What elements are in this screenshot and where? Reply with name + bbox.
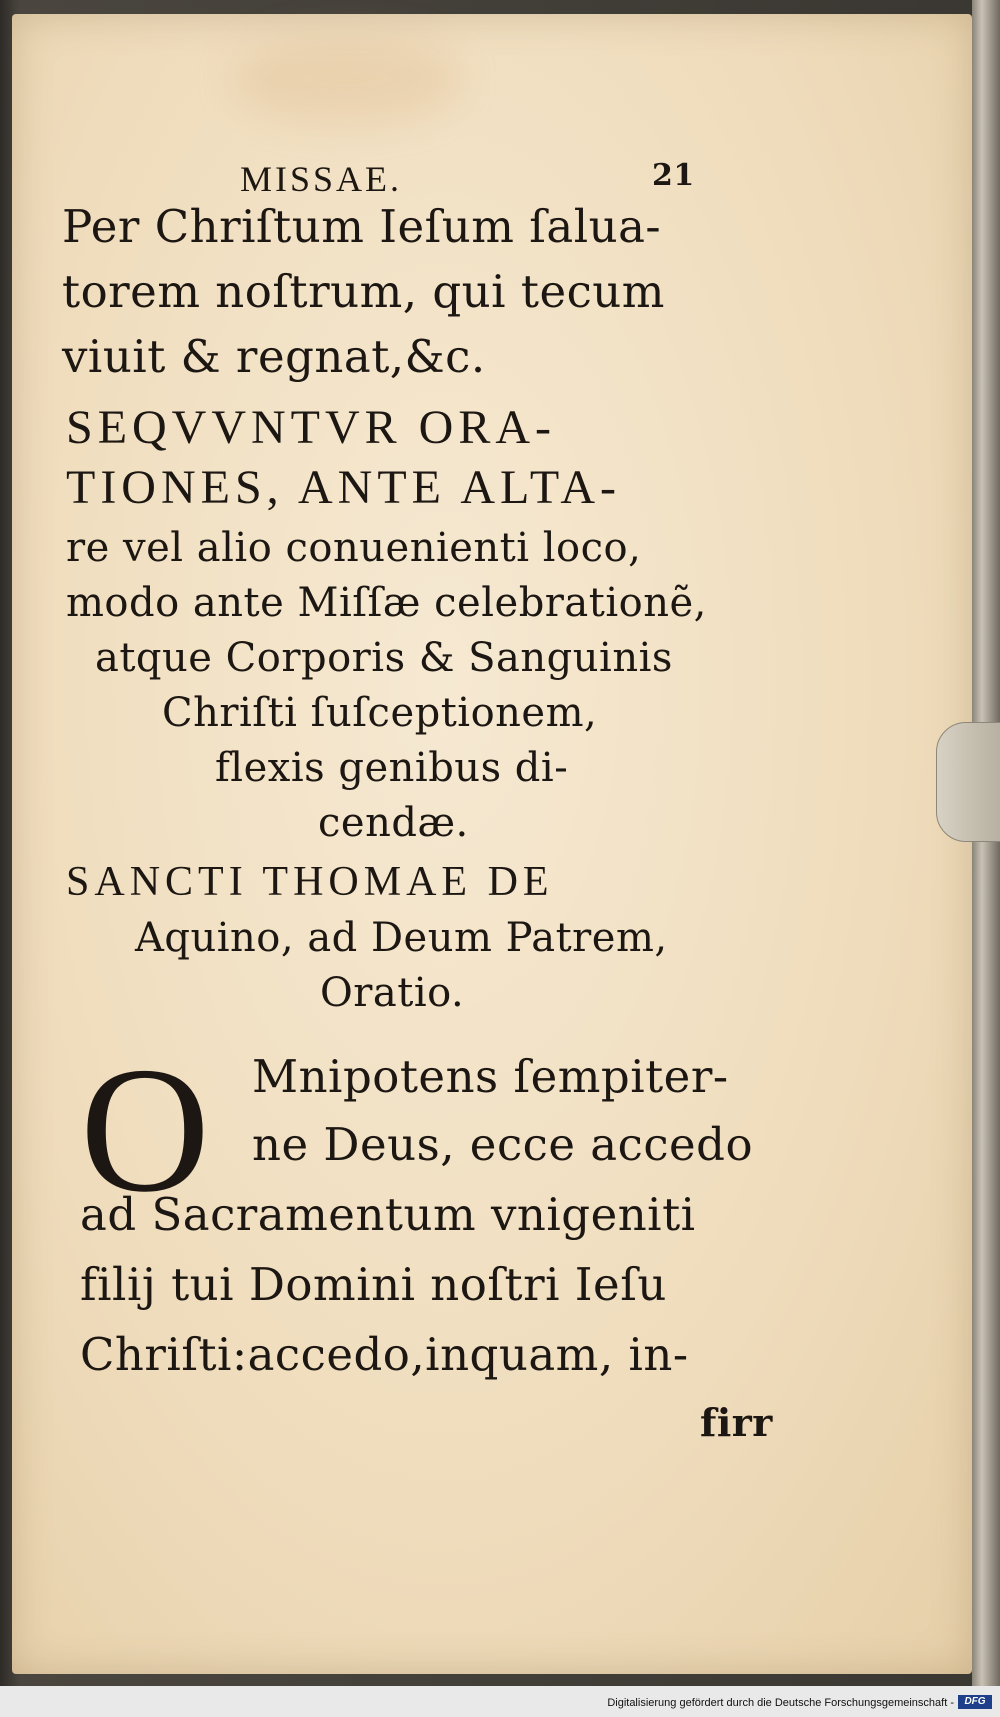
- rubric-line-5: flexis genibus di-: [215, 745, 569, 791]
- page-number: 21: [652, 158, 695, 193]
- section-heading-line-1: SEQVVNTVR ORA-: [66, 401, 556, 454]
- rubric-line-1: re vel alio conuenienti loco,: [66, 525, 642, 571]
- book-clasp: [936, 722, 1000, 842]
- text-line-top-3: viuit & regnat,&c.: [62, 330, 486, 383]
- rubric-line-3: atque Corporis & Sanguinis: [95, 635, 673, 681]
- catchword: firr: [700, 1400, 773, 1445]
- prayer-line-2: ne Deus, ecce accedo: [252, 1118, 754, 1171]
- dfg-logo: DFG: [958, 1695, 992, 1709]
- section-heading-line-2: TIONES, ANTE ALTA-: [66, 461, 622, 514]
- prayer-line-5: Chriſti:accedo,inquam, in-: [80, 1328, 689, 1381]
- rubric-line-4: Chriſti ſuſceptionem,: [162, 690, 598, 736]
- rubric-line-6: cendæ.: [318, 800, 469, 846]
- rubric-line-2: modo ante Miſſæ celebrationẽ,: [66, 580, 707, 626]
- running-head: MISSAE.: [240, 159, 403, 199]
- book-page: [12, 14, 972, 1674]
- prayer-line-1: Mnipotens ſempiter-: [252, 1050, 729, 1103]
- prayer-title-line-3: Oratio.: [320, 970, 465, 1016]
- prayer-line-4: filij tui Domini noſtri Ieſu: [80, 1258, 667, 1311]
- funding-credit: Digitalisierung gefördert durch die Deutsche Forschungsgemeinschaft -: [607, 1697, 954, 1709]
- prayer-title-line-2: Aquino, ad Deum Patrem,: [135, 915, 668, 961]
- text-line-top-2: torem noſtrum, qui tecum: [62, 265, 665, 318]
- drop-capital: O: [80, 1030, 210, 1229]
- prayer-line-3: ad Sacramentum vnigeniti: [80, 1188, 696, 1241]
- prayer-title-line-1: SANCTI THOMAE DE: [66, 859, 554, 905]
- book-edge: [972, 0, 1000, 1717]
- text-line-top-1: Per Chriſtum Ieſum ſalua-: [62, 200, 662, 253]
